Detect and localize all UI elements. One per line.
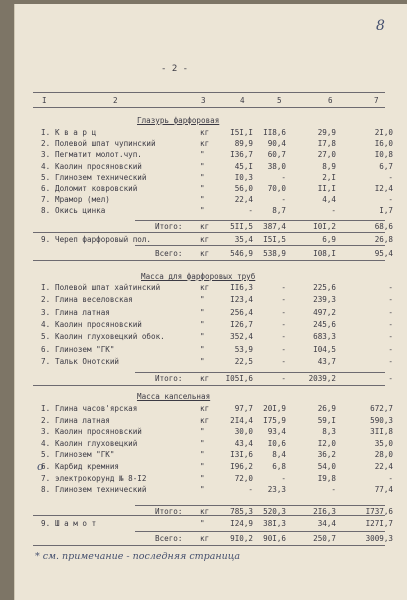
cell-col-7: - xyxy=(388,474,393,483)
material-name: Каолин глуховецкий xyxy=(55,439,138,448)
column-header-1: I xyxy=(42,96,47,105)
cell-col-5: I0,6 xyxy=(267,439,286,448)
cell-col-5: 387,4 xyxy=(263,222,286,231)
cell-col-4: 30,0 xyxy=(234,427,253,436)
material-name: Глина латная xyxy=(55,308,110,317)
unit: " xyxy=(200,320,205,329)
cell-col-6: 34,4 xyxy=(317,519,336,528)
unit: " xyxy=(200,427,205,436)
unit: кг xyxy=(200,128,210,137)
row-number: 5. xyxy=(41,332,51,341)
section-title: Масса для фарфоровых труб xyxy=(141,272,256,281)
cell-col-4: I5I,I xyxy=(230,128,253,137)
material-name: Окись цинка xyxy=(55,206,106,215)
cell-col-6: I9,8 xyxy=(317,474,336,483)
unit: " xyxy=(200,184,205,193)
material-name: Глина латная xyxy=(55,416,110,425)
cell-col-4: I23,4 xyxy=(230,295,253,304)
row-number: 7. xyxy=(41,195,51,204)
section-title: Глазурь фарфоровая xyxy=(137,116,220,125)
cell-col-5: 20I,9 xyxy=(263,404,286,413)
unit: кг xyxy=(200,235,210,244)
cell-col-5: 90,4 xyxy=(267,139,286,148)
row-number: 7. xyxy=(41,474,51,483)
cell-col-7: 2I,0 xyxy=(374,128,393,137)
cell-col-5: - xyxy=(281,357,286,366)
unit: " xyxy=(200,295,205,304)
cell-col-6: 239,3 xyxy=(313,295,336,304)
cell-col-4: 56,0 xyxy=(234,184,253,193)
grand-total-rule xyxy=(135,245,385,246)
unit: " xyxy=(200,439,205,448)
unit: " xyxy=(200,332,205,341)
row-number: 9. xyxy=(41,519,51,528)
cell-col-6: 2039,2 xyxy=(308,374,336,383)
material-name: Череп фарфоровый пол. xyxy=(55,235,152,244)
row-number: 9. xyxy=(41,235,51,244)
cell-col-5: 8,7 xyxy=(272,206,286,215)
cell-col-7: I737,6 xyxy=(365,507,393,516)
material-name: Глинозем "ГК" xyxy=(55,345,115,354)
cell-col-4: 256,4 xyxy=(230,308,253,317)
cell-col-4: 53,9 xyxy=(234,345,253,354)
cell-col-4: 22,5 xyxy=(234,357,253,366)
cell-col-7: - xyxy=(388,295,393,304)
row-number: 2. xyxy=(41,295,51,304)
cell-col-6: 683,3 xyxy=(313,332,336,341)
column-header-2: 2 xyxy=(113,96,118,105)
cell-col-7: 3009,3 xyxy=(365,534,393,543)
material-name: Полевой шпат чупинский xyxy=(55,139,156,148)
cell-col-7: - xyxy=(388,345,393,354)
row-number: 7. xyxy=(41,357,51,366)
header-bottom-rule xyxy=(33,107,385,108)
cell-col-5: - xyxy=(281,295,286,304)
cell-col-7: - xyxy=(388,195,393,204)
handwritten-footnote: * см. примечание - последняя страница xyxy=(35,551,241,562)
cell-col-4: 97,7 xyxy=(234,404,253,413)
unit: " xyxy=(200,450,205,459)
unit: " xyxy=(200,206,205,215)
cell-col-6: 54,0 xyxy=(317,462,336,471)
cell-col-6: 6,9 xyxy=(322,235,336,244)
cell-col-6: 26,9 xyxy=(317,404,336,413)
row-number: 5. xyxy=(41,450,51,459)
cell-col-6: I08,I xyxy=(313,249,336,258)
total-label: Итого: xyxy=(155,374,183,383)
cell-col-4: 785,3 xyxy=(230,507,253,516)
cell-col-7: - xyxy=(388,357,393,366)
cell-col-4: 43,4 xyxy=(234,439,253,448)
unit: кг xyxy=(200,416,210,425)
material-name: Ш а м о т xyxy=(55,519,97,528)
cell-col-5: - xyxy=(281,332,286,341)
row-number: 3. xyxy=(41,308,51,317)
row-number: I. xyxy=(41,283,51,292)
cell-col-4: 45,I xyxy=(234,162,253,171)
cell-col-5: - xyxy=(281,283,286,292)
material-name: Глина веселовская xyxy=(55,295,133,304)
cell-col-5: 38,0 xyxy=(267,162,286,171)
unit: " xyxy=(200,474,205,483)
material-name: Пегматит молот.чуп. xyxy=(55,150,142,159)
cell-col-6: 29,9 xyxy=(317,128,336,137)
total-unit: кг xyxy=(200,374,210,383)
extra-rule xyxy=(33,515,385,516)
cell-col-5: 38I,3 xyxy=(263,519,286,528)
cell-col-7: - xyxy=(388,320,393,329)
section-end-rule xyxy=(33,385,385,386)
cell-col-7: I27I,7 xyxy=(365,519,393,528)
cell-col-4: - xyxy=(248,485,253,494)
total-rule xyxy=(135,372,385,373)
column-header-4: 4 xyxy=(240,96,245,105)
cell-col-4: 35,4 xyxy=(234,235,253,244)
cell-col-6: 59,I xyxy=(317,416,336,425)
cell-col-6: 2I6,3 xyxy=(313,507,336,516)
material-name: К в а р ц xyxy=(55,128,97,137)
unit: " xyxy=(200,519,205,528)
material-name: Тальк Онотский xyxy=(55,357,120,366)
cell-col-4: 89,9 xyxy=(234,139,253,148)
row-number: I. xyxy=(41,404,51,413)
material-name: электрокорунд № 8-I2 xyxy=(55,474,147,483)
cell-col-6: 36,2 xyxy=(317,450,336,459)
material-name: Доломит ковровский xyxy=(55,184,138,193)
grand-total-label: Всего: xyxy=(155,534,183,543)
cell-col-7: - xyxy=(388,283,393,292)
unit: " xyxy=(200,195,205,204)
cell-col-4: I24,9 xyxy=(230,519,253,528)
unit: " xyxy=(200,345,205,354)
cell-col-6: I7,8 xyxy=(317,139,336,148)
cell-col-7: I,7 xyxy=(379,206,393,215)
grand-total-unit: кг xyxy=(200,249,210,258)
cell-col-4: 9I0,2 xyxy=(230,534,253,543)
row-number: 2. xyxy=(41,139,51,148)
cell-col-7: - xyxy=(388,374,393,383)
cell-col-5: I75,9 xyxy=(263,416,286,425)
row-number: 3. xyxy=(41,427,51,436)
cell-col-7: I2,4 xyxy=(374,184,393,193)
cell-col-5: 8,4 xyxy=(272,450,286,459)
document-page xyxy=(14,4,407,600)
cell-col-6: 2,I xyxy=(322,173,336,182)
cell-col-6: I0I,2 xyxy=(313,222,336,231)
unit: кг xyxy=(200,404,210,413)
cell-col-5: - xyxy=(281,474,286,483)
cell-col-7: 68,6 xyxy=(374,222,393,231)
cell-col-6: 8,3 xyxy=(322,427,336,436)
cell-col-4: I0,3 xyxy=(234,173,253,182)
cell-col-6: 4,4 xyxy=(322,195,336,204)
cell-col-7: - xyxy=(388,308,393,317)
column-header-7: 7 xyxy=(374,96,379,105)
section-end-rule xyxy=(33,260,385,261)
unit: " xyxy=(200,308,205,317)
cell-col-5: II8,6 xyxy=(263,128,286,137)
cell-col-4: 352,4 xyxy=(230,332,253,341)
cell-col-5: 60,7 xyxy=(267,150,286,159)
cell-col-5: 520,3 xyxy=(263,507,286,516)
extra-rule xyxy=(33,232,385,233)
cell-col-4: II6,3 xyxy=(230,283,253,292)
section-end-rule xyxy=(33,545,385,546)
total-label: Итого: xyxy=(155,222,183,231)
cell-col-4: I3I,6 xyxy=(230,450,253,459)
cell-col-5: 23,3 xyxy=(267,485,286,494)
cell-col-6: 8,9 xyxy=(322,162,336,171)
cell-col-4: - xyxy=(248,206,253,215)
cell-col-4: 5II,5 xyxy=(230,222,253,231)
cell-col-7: - xyxy=(388,173,393,182)
row-number: 6. xyxy=(41,345,51,354)
material-name: Каолин просяновский xyxy=(55,162,142,171)
row-number: 6. xyxy=(41,184,51,193)
column-header-5: 5 xyxy=(277,96,282,105)
cell-col-7: 590,3 xyxy=(370,416,393,425)
row-number: 4. xyxy=(41,439,51,448)
unit: кг xyxy=(200,283,210,292)
cell-col-4: I36,7 xyxy=(230,150,253,159)
cell-col-6: 245,6 xyxy=(313,320,336,329)
unit: " xyxy=(200,485,205,494)
handwritten-row-mark: о xyxy=(37,460,44,473)
cell-col-6: II,I xyxy=(317,184,336,193)
cell-col-7: 28,0 xyxy=(374,450,393,459)
cell-col-4: I96,2 xyxy=(230,462,253,471)
cell-col-4: 2I4,4 xyxy=(230,416,253,425)
cell-col-6: 27,0 xyxy=(317,150,336,159)
cell-col-7: I6,0 xyxy=(374,139,393,148)
cell-col-5: 93,4 xyxy=(267,427,286,436)
cell-col-5: - xyxy=(281,320,286,329)
column-header-6: 6 xyxy=(328,96,333,105)
cell-col-7: - xyxy=(388,332,393,341)
table-top-rule xyxy=(33,92,385,93)
unit: " xyxy=(200,173,205,182)
row-number: 3. xyxy=(41,150,51,159)
cell-col-7: 35,0 xyxy=(374,439,393,448)
cell-col-6: - xyxy=(331,485,336,494)
cell-col-4: 72,0 xyxy=(234,474,253,483)
material-name: Глинозем технический xyxy=(55,485,147,494)
material-name: Глинозем технический xyxy=(55,173,147,182)
cell-col-7: 22,4 xyxy=(374,462,393,471)
cell-col-7: I0,8 xyxy=(374,150,393,159)
cell-col-7: 26,8 xyxy=(374,235,393,244)
cell-col-5: 538,9 xyxy=(263,249,286,258)
row-number: 8. xyxy=(41,485,51,494)
row-number: 5. xyxy=(41,173,51,182)
row-number: 2. xyxy=(41,416,51,425)
cell-col-6: I04,5 xyxy=(313,345,336,354)
cell-col-5: - xyxy=(281,195,286,204)
row-number: 4. xyxy=(41,162,51,171)
total-unit: кг xyxy=(200,222,210,231)
material-name: Каолин глуховецкий обок. xyxy=(55,332,165,341)
unit: " xyxy=(200,462,205,471)
cell-col-7: 3II,8 xyxy=(370,427,393,436)
unit: " xyxy=(200,162,205,171)
cell-col-5: - xyxy=(281,308,286,317)
grand-total-label: Всего: xyxy=(155,249,183,258)
material-name: Глинозем "ГК" xyxy=(55,450,115,459)
cell-col-6: 225,6 xyxy=(313,283,336,292)
cell-col-5: - xyxy=(281,173,286,182)
cell-col-7: 77,4 xyxy=(374,485,393,494)
unit: кг xyxy=(200,139,210,148)
cell-col-6: 43,7 xyxy=(317,357,336,366)
total-rule xyxy=(135,505,385,506)
row-number: 6. xyxy=(41,462,51,471)
material-name: Каолин просяновский xyxy=(55,427,142,436)
grand-total-rule xyxy=(135,531,385,532)
column-header-3: 3 xyxy=(201,96,206,105)
cell-col-5: I5I,5 xyxy=(263,235,286,244)
unit: " xyxy=(200,357,205,366)
cell-col-4: I26,7 xyxy=(230,320,253,329)
material-name: Каолин просяновский xyxy=(55,320,142,329)
cell-col-7: 672,7 xyxy=(370,404,393,413)
cell-col-4: I05I,6 xyxy=(225,374,253,383)
handwritten-page-number: 8 xyxy=(376,18,385,34)
row-number: 8. xyxy=(41,206,51,215)
cell-col-5: 6,8 xyxy=(272,462,286,471)
material-name: Мрамор (мел) xyxy=(55,195,110,204)
cell-col-6: - xyxy=(331,206,336,215)
material-name: Глина часов'ярская xyxy=(55,404,138,413)
material-name: Полевой шпат хайтинский xyxy=(55,283,161,292)
grand-total-unit: кг xyxy=(200,534,210,543)
row-number: I. xyxy=(41,128,51,137)
page-header: - 2 - xyxy=(161,64,189,74)
total-rule xyxy=(135,220,385,221)
cell-col-5: - xyxy=(281,345,286,354)
cell-col-4: 546,9 xyxy=(230,249,253,258)
total-label: Итого: xyxy=(155,507,183,516)
cell-col-5: 90I,6 xyxy=(263,534,286,543)
material-name: Карбид кремния xyxy=(55,462,120,471)
section-title: Масса капсельная xyxy=(137,392,211,401)
cell-col-7: 6,7 xyxy=(379,162,393,171)
total-unit: кг xyxy=(200,507,210,516)
cell-col-6: 250,7 xyxy=(313,534,336,543)
unit: " xyxy=(200,150,205,159)
cell-col-4: 22,4 xyxy=(234,195,253,204)
row-number: 4. xyxy=(41,320,51,329)
cell-col-5: - xyxy=(281,374,286,383)
cell-col-6: 497,2 xyxy=(313,308,336,317)
cell-col-6: I2,0 xyxy=(317,439,336,448)
cell-col-7: 95,4 xyxy=(374,249,393,258)
cell-col-5: 70,0 xyxy=(267,184,286,193)
